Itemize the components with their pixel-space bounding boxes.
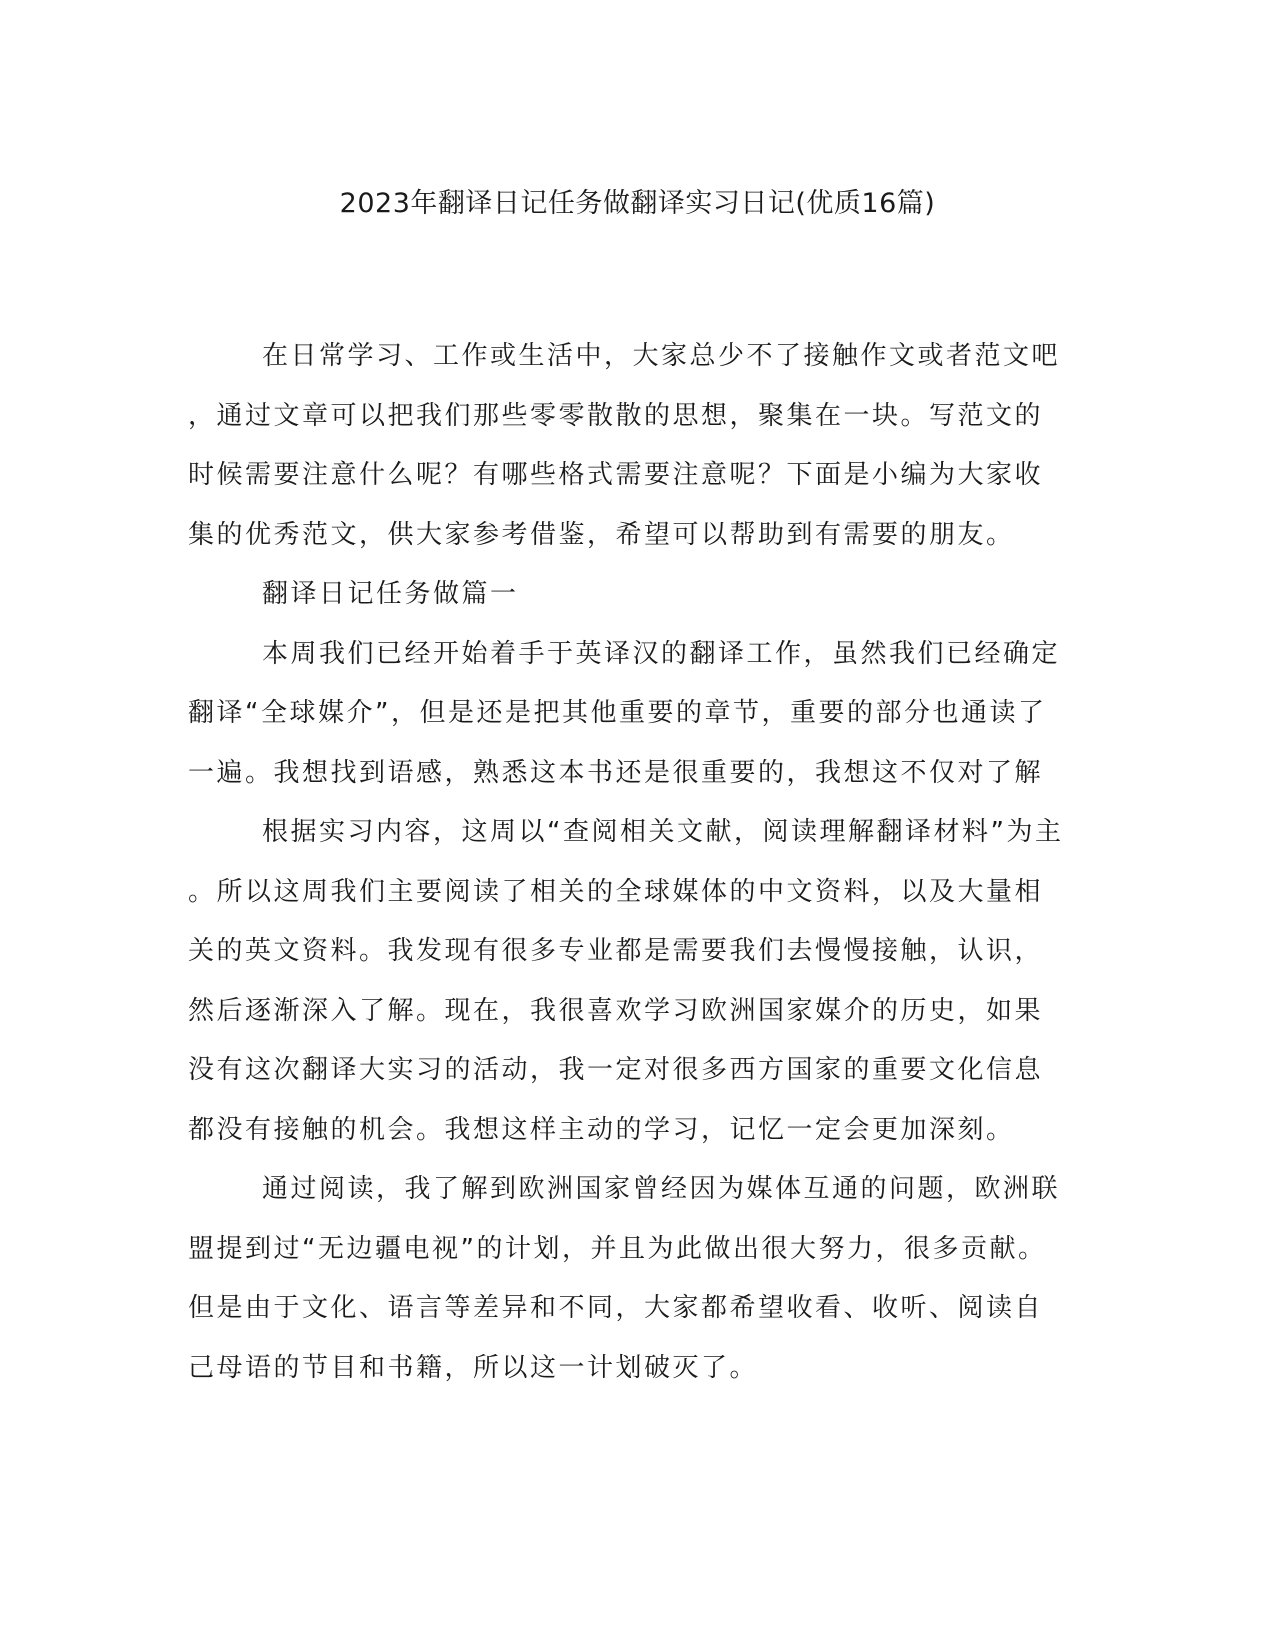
paragraph-2-line-4: 然后逐渐深入了解。现在，我很喜欢学习欧洲国家媒介的历史，如果	[188, 995, 1044, 1026]
paragraph-3-line-3: 但是由于文化、语言等差异和不同，大家都希望收看、收听、阅读自	[188, 1293, 1044, 1323]
paragraph-3-line-2: 盟提到过“无边疆电视”的计划，并且为此做出很大努力，很多贡献。	[188, 1233, 1047, 1264]
paragraph-2-line-3: 关的英文资料。我发现有很多专业都是需要我们去慢慢接触，认识，	[188, 936, 1044, 966]
paragraph-intro-line-1: 在日常学习、工作或生活中，大家总少不了接触作文或者范文吧	[262, 341, 1061, 371]
document-title: 2023年翻译日记任务做翻译实习日记(优质16篇)	[339, 188, 936, 219]
paragraph-3-line-1: 通过阅读，我了解到欧洲国家曾经因为媒体互通的问题，欧洲联	[262, 1174, 1061, 1204]
paragraph-2-line-5: 没有这次翻译大实习的活动，我一定对很多西方国家的重要文化信息	[188, 1055, 1044, 1085]
paragraph-3-line-4: 己母语的节目和书籍，所以这一计划破灭了。	[188, 1352, 759, 1383]
paragraph-intro-line-4: 集的优秀范文，供大家参考借鉴，希望可以帮助到有需要的朋友。	[188, 519, 1015, 550]
paragraph-2-line-1: 根据实习内容，这周以“查阅相关文献，阅读理解翻译材料”为主	[262, 817, 1064, 847]
paragraph-1-line-2: 翻译“全球媒介”，但是还是把其他重要的章节，重要的部分也通读了	[188, 698, 1047, 728]
document-body	[188, 327, 1088, 1398]
paragraph-1-line-1: 本周我们已经开始着手于英译汉的翻译工作，虽然我们已经确定	[262, 638, 1061, 669]
paragraph-2-line-2: 。所以这周我们主要阅读了相关的全球媒体的中文资料，以及大量相	[188, 876, 1044, 907]
paragraph-intro-line-2: ，通过文章可以把我们那些零零散散的思想，聚集在一块。写范文的	[188, 400, 1044, 431]
paragraph-2-line-6: 都没有接触的机会。我想这样主动的学习，记忆一定会更加深刻。	[188, 1114, 1015, 1145]
paragraph-intro-line-3: 时候需要注意什么呢？有哪些格式需要注意呢？下面是小编为大家收	[188, 460, 1044, 490]
section-heading: 翻译日记任务做篇一	[262, 579, 519, 609]
paragraph-1-line-3: 一遍。我想找到语感，熟悉这本书还是很重要的，我想这不仅对了解	[188, 757, 1044, 788]
